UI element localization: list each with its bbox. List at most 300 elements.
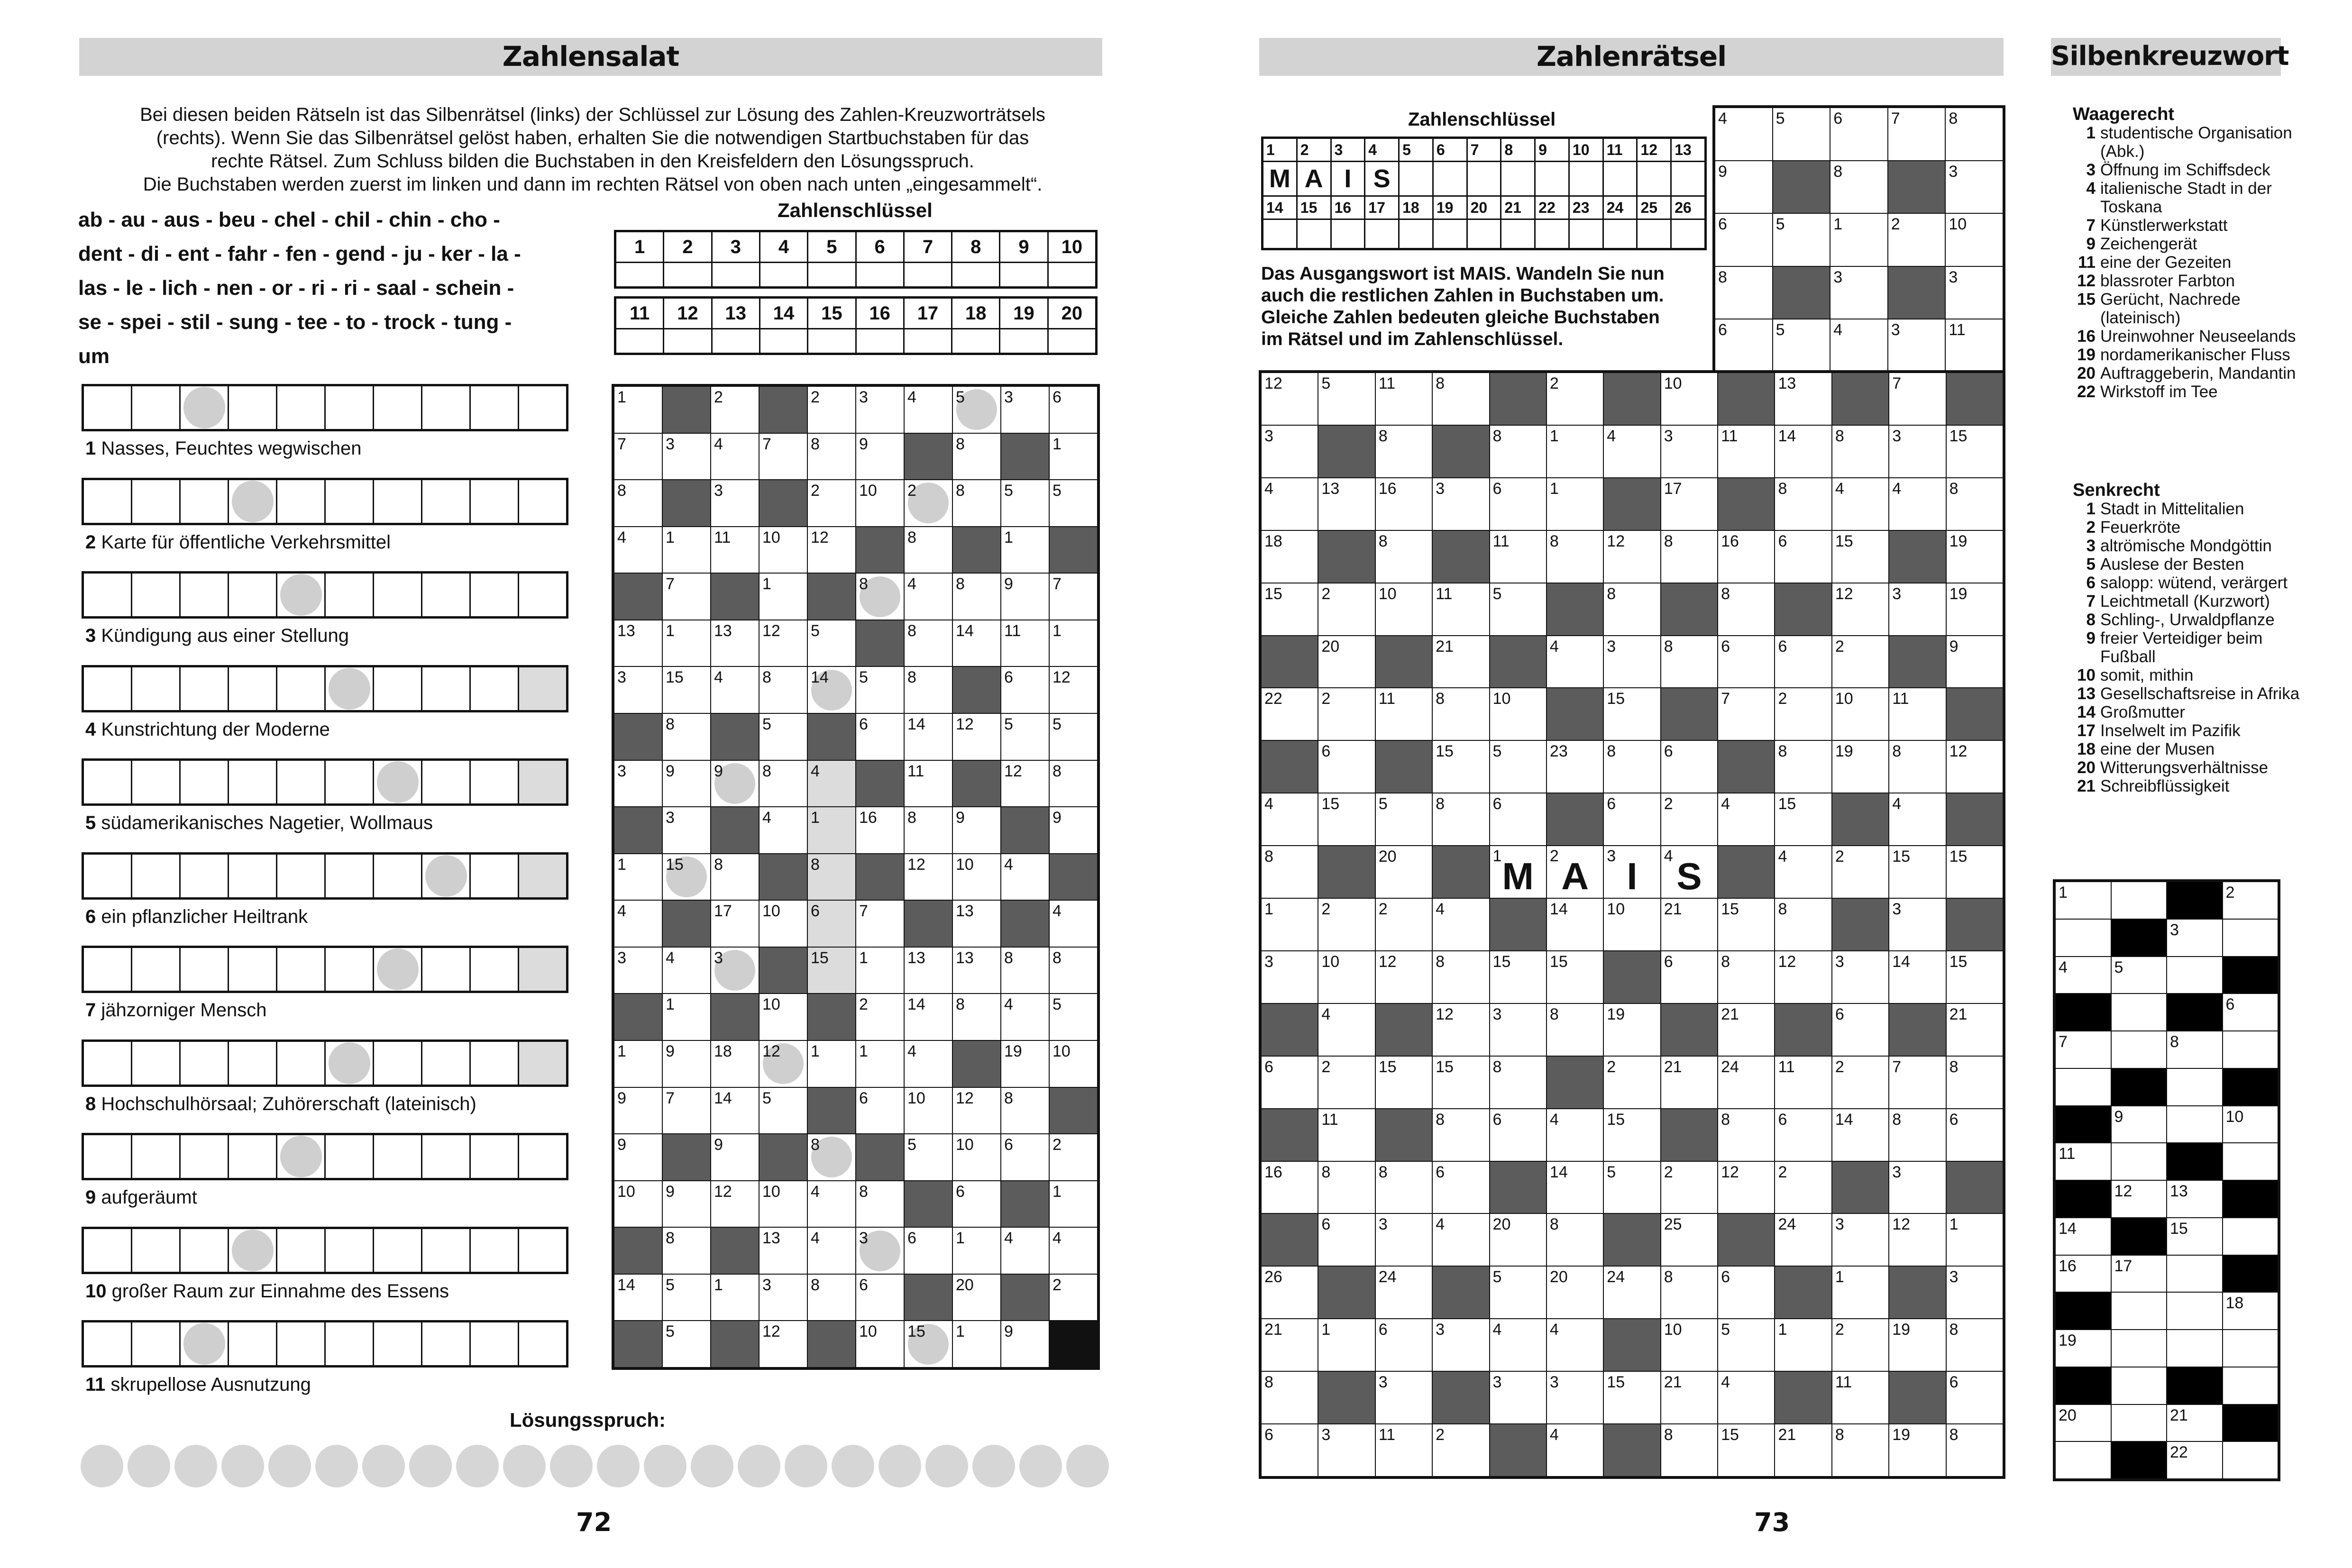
grid-cell[interactable] <box>1490 1004 1546 1056</box>
grid-cell[interactable] <box>1715 319 1772 372</box>
grid-cell[interactable] <box>1433 1109 1489 1161</box>
grid-cell[interactable] <box>1604 1372 1660 1423</box>
grid-cell[interactable] <box>2056 1218 2111 1255</box>
grid-cell[interactable] <box>1775 636 1831 688</box>
grid-cell[interactable] <box>711 1181 759 1227</box>
grid-cell[interactable] <box>953 574 1000 620</box>
grid-cell[interactable] <box>1001 761 1049 807</box>
answer-cell[interactable] <box>422 948 469 991</box>
grid-cell[interactable] <box>2112 1256 2167 1292</box>
grid-cell[interactable] <box>1050 1181 1097 1227</box>
grid-cell[interactable] <box>1547 478 1603 530</box>
grid-cell[interactable] <box>953 994 1000 1040</box>
grid-cell[interactable] <box>711 761 759 807</box>
answer-cell[interactable] <box>326 855 373 897</box>
answer-cell[interactable] <box>229 1229 276 1272</box>
grid-cell[interactable] <box>856 1275 904 1321</box>
grid-cell[interactable] <box>1715 108 1772 160</box>
grid-cell[interactable] <box>1001 854 1049 900</box>
grid-cell[interactable] <box>856 714 904 760</box>
grid-cell[interactable] <box>1947 531 2003 583</box>
answer-cell[interactable] <box>326 948 373 991</box>
grid-cell[interactable] <box>2223 1330 2278 1367</box>
grid-cell[interactable] <box>1947 426 2003 477</box>
answer-cell[interactable] <box>519 1135 566 1178</box>
grid-cell[interactable] <box>1775 531 1831 583</box>
grid-cell[interactable] <box>1318 373 1374 425</box>
answer-cell[interactable] <box>422 1322 469 1365</box>
key-answer-cell[interactable] <box>808 329 855 353</box>
key-cell[interactable]: S <box>1365 162 1398 195</box>
grid-cell[interactable] <box>1775 1214 1831 1266</box>
key-cell[interactable] <box>1604 162 1637 195</box>
grid-cell[interactable] <box>1490 531 1546 583</box>
grid-cell[interactable] <box>856 901 904 947</box>
answer-cell[interactable] <box>132 1042 179 1085</box>
grid-cell[interactable] <box>711 434 759 480</box>
grid-cell[interactable] <box>1433 1057 1489 1108</box>
grid-cell[interactable] <box>1050 1134 1097 1180</box>
answer-cell[interactable] <box>181 1322 228 1365</box>
grid-cell[interactable] <box>1718 426 1774 477</box>
grid-cell[interactable] <box>1050 667 1097 713</box>
answer-cell[interactable] <box>471 761 518 803</box>
grid-cell[interactable] <box>2056 1330 2111 1367</box>
grid-cell[interactable] <box>1001 480 1049 526</box>
solution-circle[interactable] <box>738 1445 780 1487</box>
grid-cell[interactable] <box>1050 387 1097 433</box>
grid-cell[interactable] <box>2167 1330 2222 1367</box>
grid-cell[interactable] <box>1947 583 2003 635</box>
grid-cell[interactable] <box>1050 434 1097 480</box>
grid-cell[interactable] <box>1889 583 1945 635</box>
grid-cell[interactable] <box>1262 688 1318 740</box>
grid-cell[interactable] <box>856 574 904 620</box>
grid-cell[interactable] <box>1889 846 1945 898</box>
solution-circle[interactable] <box>268 1445 311 1487</box>
grid-cell[interactable] <box>1490 951 1546 1003</box>
solution-circle[interactable] <box>221 1445 264 1487</box>
grid-cell[interactable] <box>2167 1106 2222 1143</box>
answer-cell[interactable] <box>519 574 566 616</box>
grid-cell[interactable] <box>760 761 807 807</box>
grid-cell[interactable] <box>614 854 662 900</box>
answer-cell[interactable] <box>374 948 421 991</box>
grid-cell[interactable] <box>1661 1319 1717 1371</box>
key-answer-cell[interactable] <box>1365 220 1398 248</box>
answer-cell[interactable] <box>277 948 324 991</box>
grid-cell[interactable] <box>905 667 952 713</box>
grid-cell[interactable] <box>1376 1267 1432 1318</box>
grid-cell[interactable] <box>1947 1057 2003 1108</box>
answer-cell[interactable] <box>471 1229 518 1272</box>
grid-cell[interactable] <box>614 1275 662 1321</box>
key-answer-cell[interactable] <box>760 263 807 286</box>
key-answer-cell[interactable] <box>713 329 759 353</box>
grid-cell[interactable] <box>953 1228 1000 1274</box>
grid-cell[interactable] <box>953 807 1000 853</box>
grid-cell[interactable] <box>614 387 662 433</box>
key-answer-cell[interactable] <box>1049 329 1095 353</box>
grid-cell[interactable] <box>2056 957 2111 994</box>
grid-cell[interactable] <box>1262 1162 1318 1213</box>
answer-cell[interactable] <box>326 667 373 710</box>
grid-cell[interactable] <box>1490 1214 1546 1266</box>
grid-cell[interactable] <box>1718 1267 1774 1318</box>
answer-cell[interactable] <box>471 948 518 991</box>
grid-cell[interactable] <box>905 714 952 760</box>
grid-cell[interactable] <box>953 1181 1000 1227</box>
solution-circle[interactable] <box>409 1445 452 1487</box>
grid-cell[interactable] <box>856 994 904 1040</box>
grid-cell[interactable] <box>1889 899 1945 950</box>
answer-cell[interactable] <box>326 386 373 429</box>
grid-cell[interactable] <box>953 1321 1000 1367</box>
grid-cell[interactable] <box>1946 161 2003 213</box>
grid-cell[interactable] <box>1604 688 1660 740</box>
grid-cell[interactable] <box>1433 688 1489 740</box>
key-answer-cell[interactable] <box>1604 220 1637 248</box>
grid-cell[interactable] <box>905 620 952 666</box>
grid-cell[interactable] <box>663 807 710 853</box>
grid-cell[interactable] <box>1773 319 1830 372</box>
grid-cell[interactable] <box>953 620 1000 666</box>
grid-cell[interactable] <box>1832 1004 1888 1056</box>
grid-cell[interactable] <box>1889 1214 1945 1266</box>
grid-cell[interactable] <box>808 480 855 526</box>
answer-cell[interactable] <box>374 574 421 616</box>
grid-cell[interactable] <box>760 434 807 480</box>
answer-cell[interactable] <box>471 480 518 523</box>
grid-cell[interactable] <box>1888 319 1945 372</box>
grid-cell[interactable] <box>1318 1162 1374 1213</box>
grid-cell[interactable] <box>2167 957 2222 994</box>
key-cell[interactable] <box>1536 162 1568 195</box>
grid-cell[interactable] <box>905 854 952 900</box>
grid-cell[interactable] <box>2056 1031 2111 1068</box>
grid-cell[interactable] <box>1832 1424 1888 1476</box>
grid-cell[interactable] <box>1376 1162 1432 1213</box>
grid-cell[interactable] <box>1889 478 1945 530</box>
solution-circle[interactable] <box>550 1445 593 1487</box>
key-answer-cell[interactable] <box>1263 220 1296 248</box>
grid-cell[interactable] <box>1547 1162 1603 1213</box>
answer-cell[interactable] <box>181 386 228 429</box>
grid-cell[interactable] <box>1661 846 1717 898</box>
grid-cell[interactable] <box>1718 1372 1774 1423</box>
key-answer-cell[interactable] <box>1638 220 1670 248</box>
grid-cell[interactable] <box>1718 1162 1774 1213</box>
grid-cell[interactable] <box>1947 951 2003 1003</box>
grid-cell[interactable] <box>1001 1134 1049 1180</box>
grid-cell[interactable] <box>663 574 710 620</box>
grid-cell[interactable] <box>808 620 855 666</box>
answer-cell[interactable] <box>374 1135 421 1178</box>
grid-cell[interactable] <box>2167 1218 2222 1255</box>
grid-cell[interactable] <box>1718 636 1774 688</box>
grid-cell[interactable] <box>1775 951 1831 1003</box>
grid-cell[interactable] <box>1050 1275 1097 1321</box>
grid-cell[interactable] <box>856 807 904 853</box>
grid-cell[interactable] <box>905 1134 952 1180</box>
grid-cell[interactable] <box>808 667 855 713</box>
grid-cell[interactable] <box>614 527 662 573</box>
answer-cell[interactable] <box>519 948 566 991</box>
grid-cell[interactable] <box>1661 478 1717 530</box>
grid-cell[interactable] <box>1547 1109 1603 1161</box>
grid-cell[interactable] <box>1888 214 1945 266</box>
grid-cell[interactable] <box>1830 267 1887 319</box>
grid-cell[interactable] <box>1547 1004 1603 1056</box>
grid-cell[interactable] <box>1433 373 1489 425</box>
grid-cell[interactable] <box>614 1088 662 1134</box>
grid-cell[interactable] <box>1050 761 1097 807</box>
grid-cell[interactable] <box>760 901 807 947</box>
grid-cell[interactable] <box>1547 1424 1603 1476</box>
grid-cell[interactable] <box>905 1321 952 1367</box>
grid-cell[interactable] <box>1947 636 2003 688</box>
grid-cell[interactable] <box>711 1088 759 1134</box>
grid-cell[interactable] <box>1889 688 1945 740</box>
answer-cell[interactable] <box>471 1322 518 1365</box>
grid-cell[interactable] <box>1490 583 1546 635</box>
grid-cell[interactable] <box>1262 478 1318 530</box>
grid-cell[interactable] <box>1604 846 1660 898</box>
answer-cell[interactable] <box>84 1322 131 1365</box>
grid-cell[interactable] <box>1661 741 1717 793</box>
solution-circle[interactable] <box>1019 1445 1062 1487</box>
grid-cell[interactable] <box>614 620 662 666</box>
answer-cell[interactable] <box>374 855 421 897</box>
grid-cell[interactable] <box>1001 1321 1049 1367</box>
answer-cell[interactable] <box>84 1229 131 1272</box>
answer-cell[interactable] <box>181 480 228 523</box>
grid-cell[interactable] <box>760 574 807 620</box>
answer-cell[interactable] <box>181 1135 228 1178</box>
grid-cell[interactable] <box>1547 1372 1603 1423</box>
key-answer-cell[interactable] <box>1000 263 1047 286</box>
grid-cell[interactable] <box>614 1134 662 1180</box>
grid-cell[interactable] <box>2112 1405 2167 1441</box>
grid-cell[interactable] <box>1001 1088 1049 1134</box>
grid-cell[interactable] <box>1718 951 1774 1003</box>
key-cell[interactable] <box>1434 162 1466 195</box>
grid-cell[interactable] <box>1661 1057 1717 1108</box>
answer-cell[interactable] <box>229 386 276 429</box>
grid-cell[interactable] <box>760 1228 807 1274</box>
grid-cell[interactable] <box>760 667 807 713</box>
grid-cell[interactable] <box>1050 480 1097 526</box>
grid-cell[interactable] <box>808 1181 855 1227</box>
key-answer-cell[interactable] <box>1501 220 1534 248</box>
grid-cell[interactable] <box>2056 882 2111 919</box>
grid-cell[interactable] <box>1318 636 1374 688</box>
grid-cell[interactable] <box>1376 899 1432 950</box>
grid-cell[interactable] <box>1661 793 1717 845</box>
grid-cell[interactable] <box>2223 882 2278 919</box>
solution-circle[interactable] <box>174 1445 217 1487</box>
grid-cell[interactable] <box>1050 574 1097 620</box>
grid-cell[interactable] <box>2112 1330 2167 1367</box>
solution-circle[interactable] <box>456 1445 499 1487</box>
grid-cell[interactable] <box>711 948 759 994</box>
grid-cell[interactable] <box>2056 1069 2111 1105</box>
answer-cell[interactable] <box>229 855 276 897</box>
answer-cell[interactable] <box>84 855 131 897</box>
answer-cell[interactable] <box>519 855 566 897</box>
grid-cell[interactable] <box>1661 373 1717 425</box>
key-cell[interactable] <box>1672 162 1704 195</box>
grid-cell[interactable] <box>1001 387 1049 433</box>
grid-cell[interactable] <box>953 434 1000 480</box>
grid-cell[interactable] <box>1889 1424 1945 1476</box>
grid-cell[interactable] <box>1433 793 1489 845</box>
answer-cell[interactable] <box>471 1135 518 1178</box>
grid-cell[interactable] <box>1376 951 1432 1003</box>
answer-cell[interactable] <box>374 386 421 429</box>
grid-cell[interactable] <box>1547 426 1603 477</box>
grid-cell[interactable] <box>1775 741 1831 793</box>
grid-cell[interactable] <box>1718 899 1774 950</box>
grid-cell[interactable] <box>2223 1218 2278 1255</box>
grid-cell[interactable] <box>808 1275 855 1321</box>
grid-cell[interactable] <box>1433 741 1489 793</box>
grid-cell[interactable] <box>1832 846 1888 898</box>
grid-cell[interactable] <box>1547 1319 1603 1371</box>
grid-cell[interactable] <box>1262 951 1318 1003</box>
grid-cell[interactable] <box>2223 1293 2278 1329</box>
grid-cell[interactable] <box>953 480 1000 526</box>
grid-cell[interactable] <box>1050 1228 1097 1274</box>
grid-cell[interactable] <box>760 994 807 1040</box>
grid-cell[interactable] <box>1490 1319 1546 1371</box>
grid-cell[interactable] <box>808 948 855 994</box>
grid-cell[interactable] <box>2223 1031 2278 1068</box>
grid-cell[interactable] <box>1604 1004 1660 1056</box>
grid-cell[interactable] <box>1604 1162 1660 1213</box>
grid-cell[interactable] <box>614 1181 662 1227</box>
grid-cell[interactable] <box>711 527 759 573</box>
grid-cell[interactable] <box>1490 1372 1546 1423</box>
answer-cell[interactable] <box>326 1229 373 1272</box>
grid-cell[interactable] <box>1946 108 2003 160</box>
grid-cell[interactable] <box>1262 1372 1318 1423</box>
grid-cell[interactable] <box>1718 1057 1774 1108</box>
solution-circle[interactable] <box>362 1445 405 1487</box>
key-cell[interactable] <box>1638 162 1670 195</box>
grid-cell[interactable] <box>1376 1057 1432 1108</box>
grid-cell[interactable] <box>1889 741 1945 793</box>
solution-circle[interactable] <box>597 1445 640 1487</box>
grid-cell[interactable] <box>1001 1041 1049 1087</box>
key-cell[interactable] <box>1468 162 1501 195</box>
grid-cell[interactable] <box>760 1041 807 1087</box>
grid-cell[interactable] <box>1832 1372 1888 1423</box>
answer-cell[interactable] <box>374 667 421 710</box>
grid-cell[interactable] <box>1947 1214 2003 1266</box>
grid-cell[interactable] <box>711 1134 759 1180</box>
answer-cell[interactable] <box>326 480 373 523</box>
grid-cell[interactable] <box>1718 688 1774 740</box>
grid-cell[interactable] <box>808 434 855 480</box>
grid-cell[interactable] <box>2056 1442 2111 1478</box>
key-answer-cell[interactable] <box>905 329 951 353</box>
grid-cell[interactable] <box>711 1275 759 1321</box>
grid-cell[interactable] <box>1001 527 1049 573</box>
key-answer-cell[interactable] <box>808 263 855 286</box>
grid-cell[interactable] <box>2167 1293 2222 1329</box>
answer-cell[interactable] <box>84 386 131 429</box>
answer-cell[interactable] <box>326 761 373 803</box>
grid-cell[interactable] <box>905 480 952 526</box>
grid-cell[interactable] <box>711 1041 759 1087</box>
grid-cell[interactable] <box>614 761 662 807</box>
grid-cell[interactable] <box>663 994 710 1040</box>
grid-cell[interactable] <box>1775 1424 1831 1476</box>
grid-cell[interactable] <box>711 480 759 526</box>
answer-cell[interactable] <box>132 855 179 897</box>
answer-cell[interactable] <box>374 1042 421 1085</box>
solution-circle[interactable] <box>644 1445 686 1487</box>
grid-cell[interactable] <box>2223 1143 2278 1180</box>
grid-cell[interactable] <box>1318 793 1374 845</box>
grid-cell[interactable] <box>1433 951 1489 1003</box>
grid-cell[interactable] <box>1262 373 1318 425</box>
grid-cell[interactable] <box>1262 1057 1318 1108</box>
grid-cell[interactable] <box>2112 1031 2167 1068</box>
answer-cell[interactable] <box>471 1042 518 1085</box>
answer-cell[interactable] <box>471 386 518 429</box>
grid-cell[interactable] <box>905 387 952 433</box>
answer-cell[interactable] <box>132 761 179 803</box>
grid-cell[interactable] <box>1889 951 1945 1003</box>
grid-cell[interactable] <box>1604 583 1660 635</box>
grid-cell[interactable] <box>905 994 952 1040</box>
answer-cell[interactable] <box>132 1229 179 1272</box>
answer-cell[interactable] <box>229 761 276 803</box>
grid-cell[interactable] <box>1775 1319 1831 1371</box>
grid-cell[interactable] <box>1889 1109 1945 1161</box>
answer-cell[interactable] <box>277 1135 324 1178</box>
grid-cell[interactable] <box>1001 667 1049 713</box>
key-answer-cell[interactable] <box>1468 220 1501 248</box>
grid-cell[interactable] <box>1947 1004 2003 1056</box>
grid-cell[interactable] <box>808 761 855 807</box>
key-answer-cell[interactable] <box>616 263 663 286</box>
grid-cell[interactable] <box>953 387 1000 433</box>
grid-cell[interactable] <box>711 667 759 713</box>
grid-cell[interactable] <box>1947 1267 2003 1318</box>
grid-cell[interactable] <box>905 761 952 807</box>
solution-circle[interactable] <box>81 1445 123 1487</box>
grid-cell[interactable] <box>1376 793 1432 845</box>
grid-cell[interactable] <box>663 434 710 480</box>
answer-cell[interactable] <box>519 386 566 429</box>
answer-cell[interactable] <box>277 1042 324 1085</box>
answer-cell[interactable] <box>422 386 469 429</box>
grid-cell[interactable] <box>1947 1424 2003 1476</box>
grid-cell[interactable] <box>808 1041 855 1087</box>
grid-cell[interactable] <box>1604 636 1660 688</box>
answer-cell[interactable] <box>422 1042 469 1085</box>
key-answer-cell[interactable] <box>1536 220 1568 248</box>
grid-cell[interactable] <box>1946 319 2003 372</box>
grid-cell[interactable] <box>2167 1442 2222 1478</box>
grid-cell[interactable] <box>614 667 662 713</box>
grid-cell[interactable] <box>1947 846 2003 898</box>
grid-cell[interactable] <box>1433 636 1489 688</box>
grid-cell[interactable] <box>1376 1214 1432 1266</box>
